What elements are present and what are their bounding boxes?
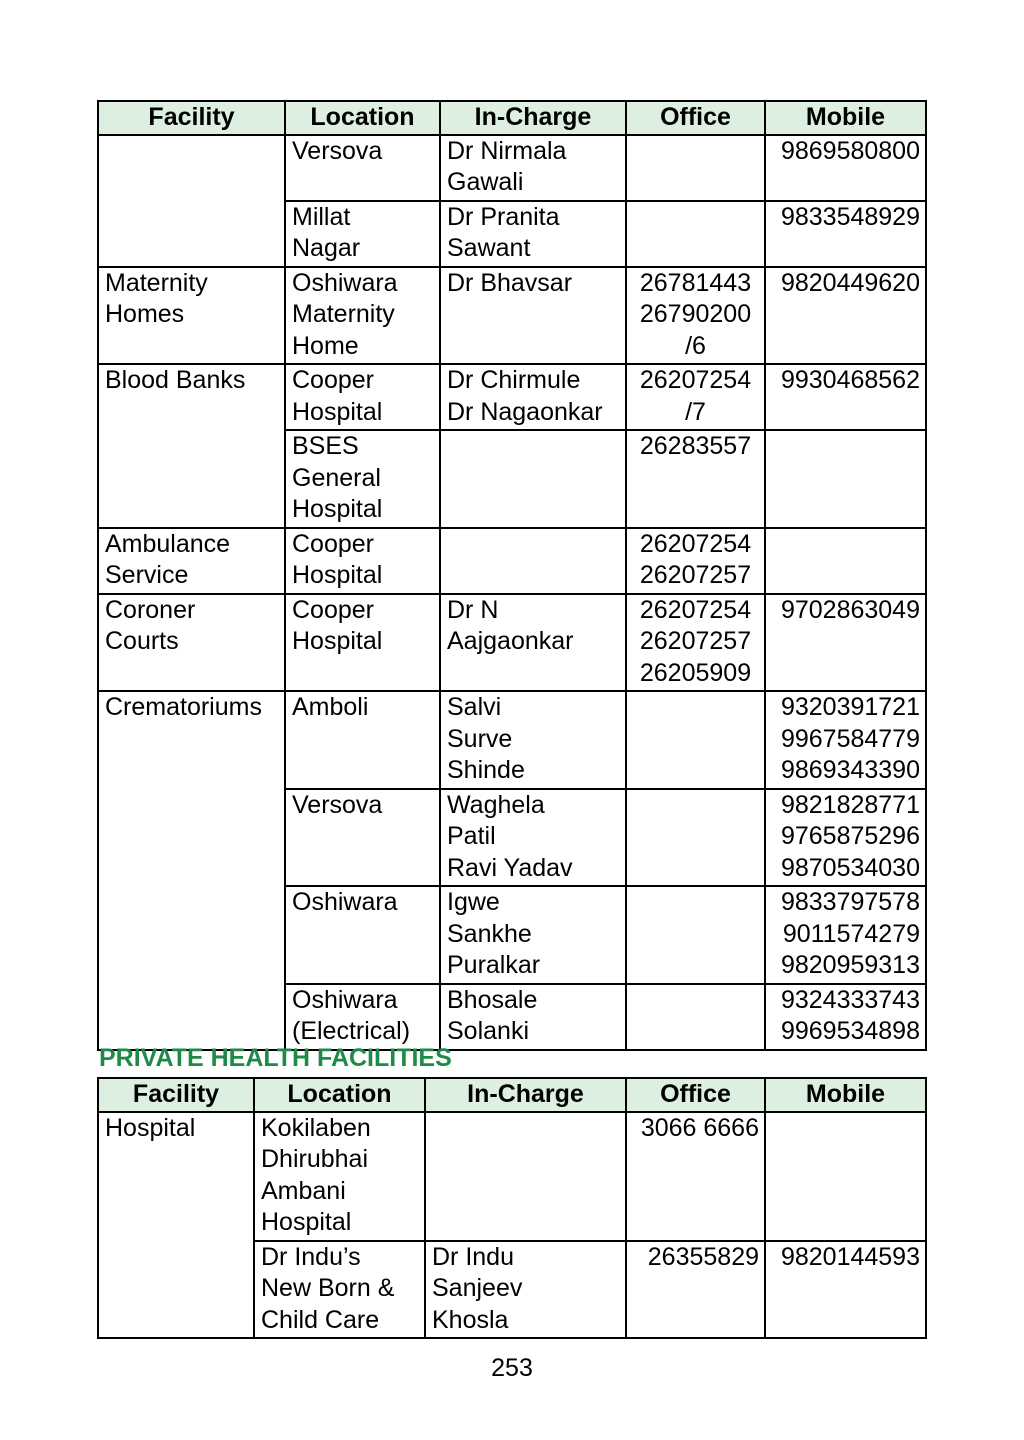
location-header: Location — [254, 1078, 425, 1112]
mobile-cell: 9820449620 — [765, 267, 926, 365]
facility-cell: Blood Banks — [98, 364, 285, 528]
mobile-cell: 9820144593 — [765, 1241, 926, 1339]
office-cell: 26207254 26207257 — [626, 528, 765, 594]
private-facilities-table — [97, 1077, 927, 1339]
mobile-cell — [765, 430, 926, 528]
in-charge-cell — [440, 430, 626, 528]
in-charge-cell: Igwe Sankhe Puralkar — [440, 886, 626, 984]
office-cell — [626, 789, 765, 887]
in-charge-cell: Waghela Patil Ravi Yadav — [440, 789, 626, 887]
office-cell — [626, 135, 765, 201]
office-header: Office — [626, 1078, 765, 1112]
location-cell: Oshiwara (Electrical) — [285, 984, 440, 1050]
mobile-cell — [765, 528, 926, 594]
in-charge-header: In-Charge — [425, 1078, 626, 1112]
table-row — [98, 135, 926, 201]
location-cell: Amboli — [285, 691, 440, 789]
table-row — [98, 594, 926, 692]
facility-cell: Ambulance Service — [98, 528, 285, 594]
mobile-cell: 9821828771 9765875296 9870534030 — [765, 789, 926, 887]
facility-header: Facility — [98, 1078, 254, 1112]
mobile-cell: 9320391721 9967584779 9869343390 — [765, 691, 926, 789]
header-row — [98, 1078, 926, 1112]
location-cell: Versova — [285, 135, 440, 201]
office-cell — [626, 201, 765, 267]
office-cell: 3066 6666 — [626, 1112, 765, 1241]
mobile-cell: 9324333743 9969534898 — [765, 984, 926, 1050]
location-cell: Millat Nagar — [285, 201, 440, 267]
in-charge-cell: Dr Chirmule Dr Nagaonkar — [440, 364, 626, 430]
facility-cell: Maternity Homes — [98, 267, 285, 365]
office-cell — [626, 691, 765, 789]
location-cell: BSES General Hospital — [285, 430, 440, 528]
location-cell: Kokilaben Dhirubhai Ambani Hospital — [254, 1112, 425, 1241]
location-cell: Cooper Hospital — [285, 528, 440, 594]
header-row — [98, 101, 926, 135]
in-charge-cell: Bhosale Solanki — [440, 984, 626, 1050]
location-cell: Oshiwara Maternity Home — [285, 267, 440, 365]
mobile-header: Mobile — [765, 101, 926, 135]
location-cell: Oshiwara — [285, 886, 440, 984]
table-row — [98, 528, 926, 594]
facility-cell: Hospital — [98, 1112, 254, 1339]
office-cell: 26355829 — [626, 1241, 765, 1339]
facility-cell — [98, 135, 285, 267]
in-charge-cell: Dr Bhavsar — [440, 267, 626, 365]
facility-cell: Crematoriums — [98, 691, 285, 1050]
public-facilities-table — [97, 100, 927, 1051]
table-row — [98, 1112, 926, 1241]
location-cell: Dr Indu’s New Born & Child Care — [254, 1241, 425, 1339]
location-cell: Cooper Hospital — [285, 594, 440, 692]
location-cell: Versova — [285, 789, 440, 887]
facility-cell: Coroner Courts — [98, 594, 285, 692]
mobile-cell: 9869580800 — [765, 135, 926, 201]
in-charge-cell — [425, 1112, 626, 1241]
in-charge-cell: Dr Indu Sanjeev Khosla — [425, 1241, 626, 1339]
table-row — [98, 691, 926, 789]
office-header: Office — [626, 101, 765, 135]
mobile-cell: 9930468562 — [765, 364, 926, 430]
office-cell: 26207254 /7 — [626, 364, 765, 430]
page-number: 253 — [491, 1354, 533, 1382]
mobile-cell — [765, 1112, 926, 1241]
facility-header: Facility — [98, 101, 285, 135]
section-title: PRIVATE HEALTH FACILITIES — [99, 1044, 452, 1072]
mobile-cell: 9833548929 — [765, 201, 926, 267]
in-charge-header: In-Charge — [440, 101, 626, 135]
office-cell: 26781443 26790200 /6 — [626, 267, 765, 365]
in-charge-cell — [440, 528, 626, 594]
in-charge-cell: Dr N Aajgaonkar — [440, 594, 626, 692]
table-row — [98, 364, 926, 430]
office-cell — [626, 886, 765, 984]
mobile-cell: 9833797578 9011574279 9820959313 — [765, 886, 926, 984]
in-charge-cell: Dr Nirmala Gawali — [440, 135, 626, 201]
location-cell: Cooper Hospital — [285, 364, 440, 430]
mobile-header: Mobile — [765, 1078, 926, 1112]
office-cell: 26207254 26207257 26205909 — [626, 594, 765, 692]
mobile-cell: 9702863049 — [765, 594, 926, 692]
table-row — [98, 267, 926, 365]
office-cell — [626, 984, 765, 1050]
location-header: Location — [285, 101, 440, 135]
office-cell: 26283557 — [626, 430, 765, 528]
in-charge-cell: Salvi Surve Shinde — [440, 691, 626, 789]
in-charge-cell: Dr Pranita Sawant — [440, 201, 626, 267]
